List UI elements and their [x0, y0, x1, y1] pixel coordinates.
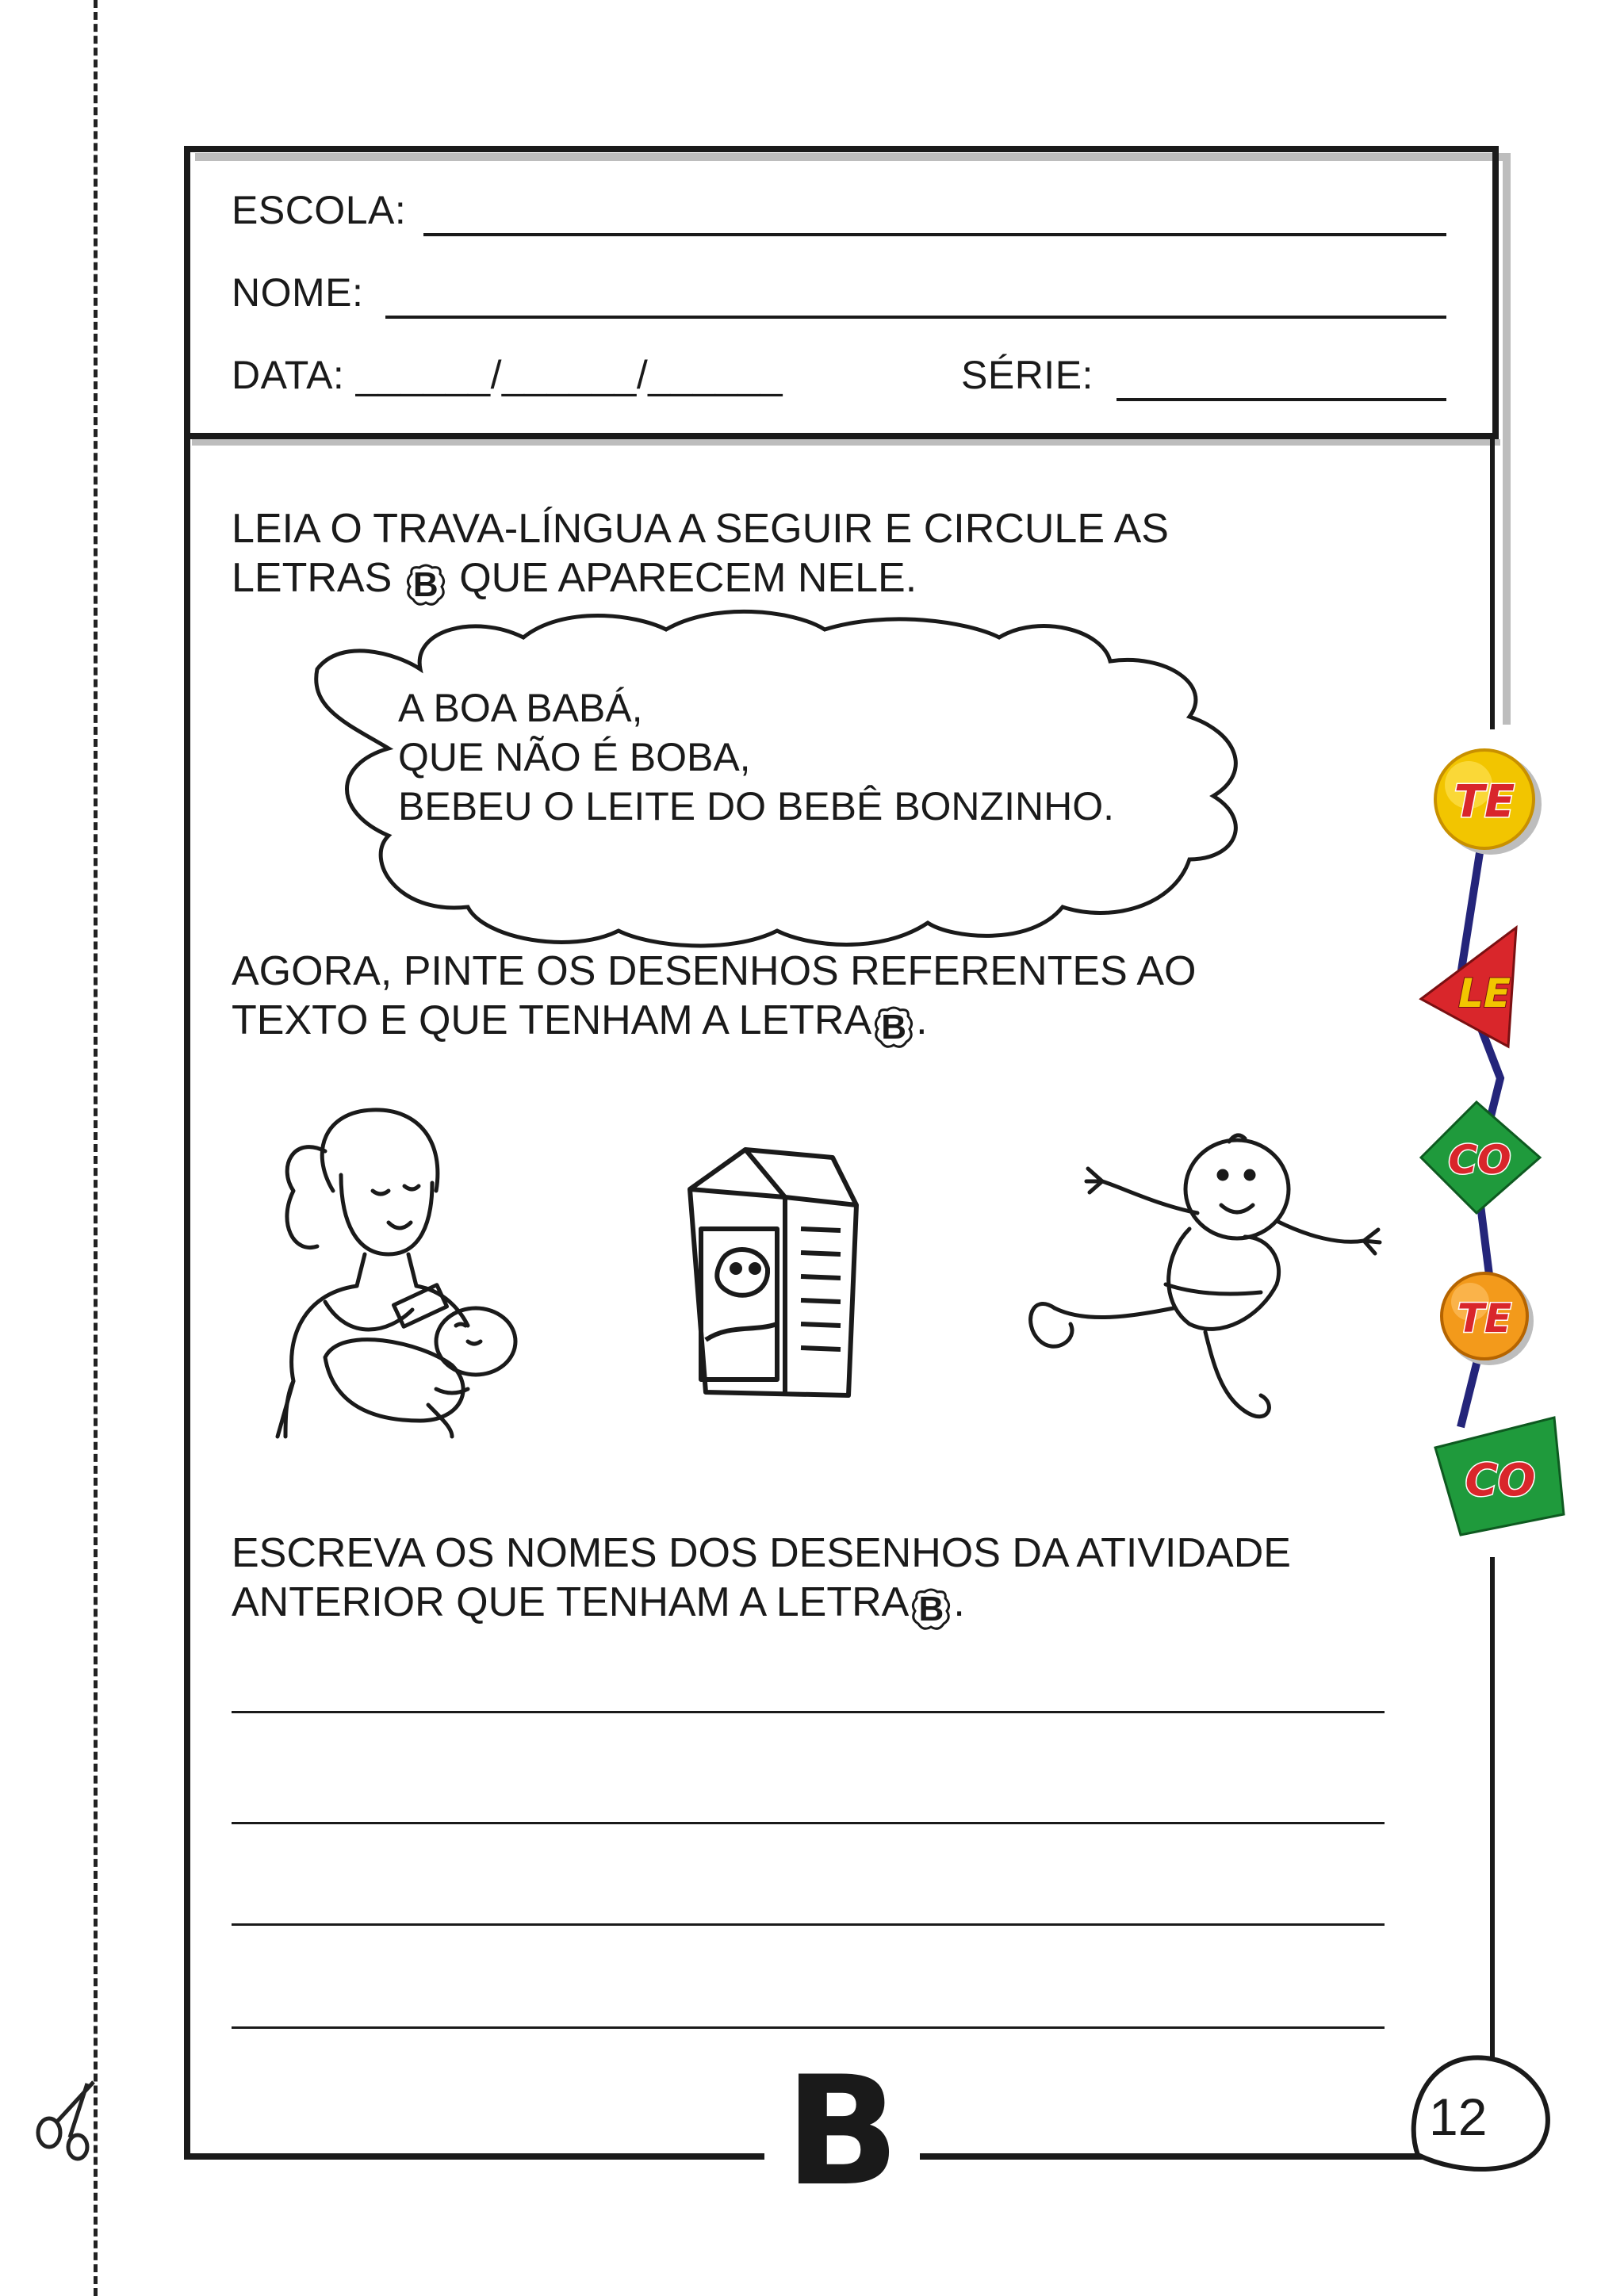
side-tab-te-1-label: TE — [1454, 776, 1515, 828]
writing-line-4[interactable] — [232, 2026, 1385, 2029]
milk-carton-drawing[interactable] — [674, 1142, 864, 1403]
data-separator: / — [490, 353, 502, 397]
cut-line — [94, 0, 98, 2296]
scissors-icon — [32, 2076, 103, 2163]
side-tabs — [1413, 729, 1572, 1538]
activity-3-line-2-start: ANTERIOR QUE TENHAM A LETRA — [232, 1579, 910, 1625]
activity-1-line-2-start: LETRAS — [232, 555, 393, 601]
activity-3-line-2-end: . — [953, 1579, 965, 1625]
activity-2-line-1: AGORA, PINTE OS DESENHOS REFERENTES AO — [232, 948, 1197, 994]
side-tab-co-1 — [1421, 1102, 1540, 1213]
side-tab-co-2 — [1435, 1418, 1564, 1535]
tongue-twister-text — [398, 683, 1114, 831]
tongue-twister-line-1: A BOA BABÁ, — [398, 686, 643, 730]
escola-field[interactable] — [423, 233, 1446, 236]
baby-drawing[interactable] — [1007, 1126, 1380, 1443]
tongue-twister-line-3: BEBEU O LEITE DO BEBÊ BONZINHO. — [398, 784, 1114, 828]
data-separator: / — [636, 353, 649, 397]
nome-field[interactable] — [385, 316, 1446, 319]
letter-b-bubble — [404, 563, 448, 607]
activity-2-line-2 — [232, 996, 1342, 1050]
activity-1-line-2-end: QUE APARECEM NELE. — [459, 555, 917, 601]
side-tab-te-1 — [1435, 750, 1542, 855]
letter-b: B — [412, 565, 439, 604]
activity-3-instructions — [232, 1529, 1405, 1632]
data-day-field[interactable]: ______ — [355, 353, 491, 397]
side-tab-te-2-label: TE — [1457, 1295, 1512, 1341]
data-label — [232, 352, 783, 398]
activity-2-line-2-start: TEXTO E QUE TENHAM A LETRA — [232, 997, 872, 1043]
serie-label: SÉRIE: — [961, 353, 1094, 397]
page-number: 12 — [1429, 2087, 1488, 2146]
writing-line-2[interactable] — [232, 1822, 1385, 1824]
activity-2-line-2-end: . — [916, 997, 928, 1043]
side-tab-le-label: LE — [1457, 970, 1511, 1016]
letter-b-bubble — [909, 1587, 953, 1632]
activity-1-line-2 — [232, 553, 1342, 607]
writing-line-3[interactable] — [232, 1923, 1385, 1926]
activity-1-instructions — [232, 504, 1342, 607]
tongue-twister-line-2: QUE NÃO É BOBA, — [398, 735, 751, 779]
nanny-feeding-baby-drawing[interactable] — [238, 1104, 531, 1445]
data-label-text: DATA: — [232, 353, 356, 397]
big-letter-b: B — [784, 2044, 900, 2219]
nome-label: NOME: — [232, 270, 364, 315]
big-letter-b-logo — [784, 2044, 900, 2219]
activity-3-line-1: ESCREVA OS NOMES DOS DESENHOS DA ATIVIDADE — [232, 1530, 1291, 1576]
writing-line-1[interactable] — [232, 1711, 1385, 1713]
data-month-field[interactable]: ______ — [501, 353, 637, 397]
letter-b-bubble — [871, 1005, 916, 1050]
side-tab-te-2 — [1442, 1273, 1534, 1365]
serie-field[interactable] — [1116, 398, 1446, 401]
escola-label: ESCOLA: — [232, 188, 407, 232]
letter-b: B — [918, 1590, 944, 1628]
activity-3-line-2 — [232, 1578, 1405, 1632]
side-tab-co-2-label: CO — [1465, 1455, 1536, 1506]
letter-b: B — [881, 1008, 907, 1047]
side-tab-co-1-label: CO — [1448, 1137, 1511, 1183]
activity-2-instructions — [232, 947, 1342, 1050]
data-year-field[interactable]: ______ — [648, 353, 783, 397]
activity-1-line-1: LEIA O TRAVA-LÍNGUA A SEGUIR E CIRCULE AS — [232, 506, 1169, 552]
